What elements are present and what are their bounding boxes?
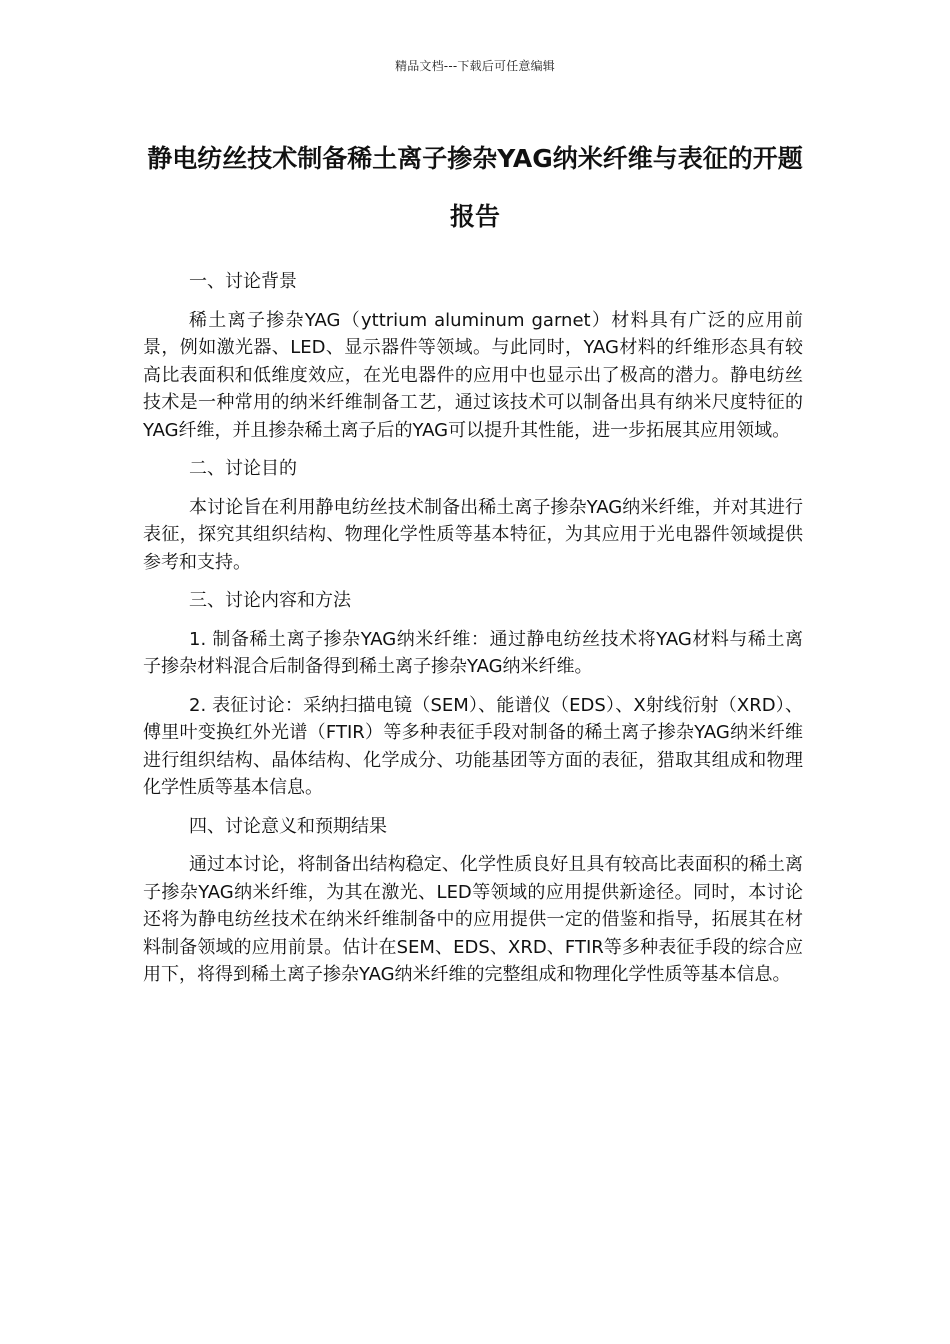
section-heading-significance: 四、讨论意义和预期结果 [189, 815, 387, 837]
section-heading-content-methods: 三、讨论内容和方法 [189, 590, 351, 611]
paragraph-background: 稀土离子掺杂YAG（yttrium aluminum garnet）材料具有广泛的应用前景，例如激光器、LED、显示器件等领域。与此同时，YAG材料的纤维形态具有较高比表面积和低维度效应，在光电器件的应用中也显示出了极高的潜力。静电纺丝技术是一种常用的纳米纤维制备工艺，通过该技术可以制备出具有纳米尺度特征的YAG纤维，并且掺杂稀土离子后的YAG可以提升其性能，进一步拓展其应用领域。 [143, 309, 803, 441]
paragraph-preparation: 1. 制备稀土离子掺杂YAG纳米纤维：通过静电纺丝技术将YAG材料与稀土离子掺杂材料混合后制备得到稀土离子掺杂YAG纳米纤维。 [143, 628, 803, 677]
paragraph-significance: 通过本讨论，将制备出结构稳定、化学性质良好且具有较高比表面积的稀土离子掺杂YAG纳米纤维，为其在激光、LED等领域的应用提供新途径。同时，本讨论还将为静电纺丝技术在纳米纤维制备中的应用提供一定的借鉴和指导，拓展其在材料制备领域的应用前景。估计在SEM、EDS、XRD、FTIR等多种表征手段的综合应用下，将得到稀土离子掺杂YAG纳米纤维的完整组成和物理化学性质等基本信息。 [143, 854, 803, 985]
document-body [143, 268, 803, 1000]
section-heading-purpose: 二、讨论目的 [189, 458, 297, 479]
paragraph-characterization: 2. 表征讨论：采纳扫描电镜（SEM）、能谱仪（EDS）、X射线衍射（XRD）、傅里叶变换红外光谱（FTIR）等多种表征手段对制备的稀土离子掺杂YAG纳米纤维进行组织结构、晶体结构、化学成分、功能基团等方面的表征，猎取其组成和物理化学性质等基本信息。 [143, 694, 803, 798]
header-note: 精品文档---下载后可任意编辑 [395, 59, 555, 73]
document-title: 静电纺丝技术制备稀土离子掺杂YAG纳米纤维与表征的开题报告 [147, 144, 803, 231]
paragraph-purpose: 本讨论旨在利用静电纺丝技术制备出稀土离子掺杂YAG纳米纤维，并对其进行表征，探究其组织结构、物理化学性质等基本特征，为其应用于光电器件领域提供参考和支持。 [143, 496, 803, 573]
section-heading-background: 一、讨论背景 [189, 271, 297, 292]
